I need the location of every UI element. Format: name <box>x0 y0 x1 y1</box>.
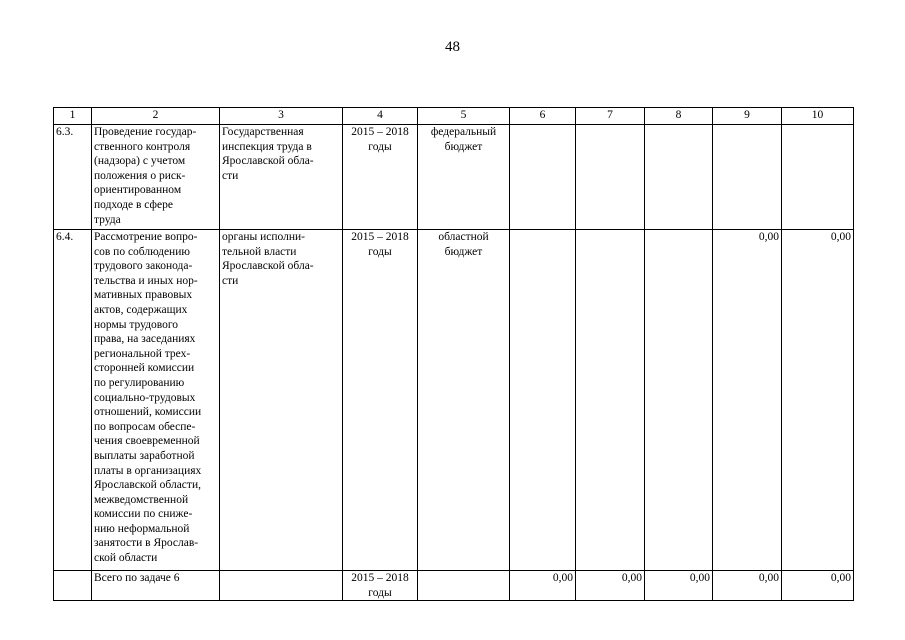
executor: Государственная инспекция труда в Ярославской обла- сти <box>220 125 343 230</box>
row-number: 6.3. <box>54 125 92 230</box>
period: 2015 – 2018 годы <box>343 230 418 571</box>
header-col-9: 9 <box>713 108 782 125</box>
executor <box>220 571 343 601</box>
table-row <box>54 125 854 230</box>
header-col-8: 8 <box>645 108 713 125</box>
header-col-6: 6 <box>510 108 576 125</box>
header-col-7: 7 <box>576 108 645 125</box>
page-number: 48 <box>445 39 460 55</box>
value-col-7 <box>576 230 645 571</box>
value-col-9: 0,00 <box>713 230 782 571</box>
value-col-7 <box>576 125 645 230</box>
value-col-9 <box>713 125 782 230</box>
value-col-8 <box>645 125 713 230</box>
row-number <box>54 571 92 601</box>
measure-name: Проведение государ- ственного контроля (надзора) с учетом положения о риск- ориентированном подходе в сфере труда <box>92 125 220 230</box>
total-label: Всего по задаче 6 <box>92 571 220 601</box>
total-row <box>54 571 854 601</box>
value-col-9: 0,00 <box>713 571 782 601</box>
header-col-3: 3 <box>220 108 343 125</box>
row-number: 6.4. <box>54 230 92 571</box>
period: 2015 – 2018 годы <box>343 125 418 230</box>
funding-source <box>418 571 510 601</box>
funding-source: областной бюджет <box>418 230 510 571</box>
header-row <box>54 108 854 125</box>
header-col-5: 5 <box>418 108 510 125</box>
period: 2015 – 2018 годы <box>343 571 418 601</box>
value-col-7: 0,00 <box>576 571 645 601</box>
value-col-10: 0,00 <box>782 230 854 571</box>
value-col-8 <box>645 230 713 571</box>
header-col-2: 2 <box>92 108 220 125</box>
value-col-8: 0,00 <box>645 571 713 601</box>
measure-name: Рассмотрение вопро- сов по соблюдению трудового законода- тельства и иных нор- мативных правовых актов, содержащих нормы трудового права, на заседаниях региональной трех- сторонней комиссии по регулированию социально-трудовых отношений, комиссии по вопросам обеспе- чения своевременной выплаты заработной платы в организациях Ярославской области, межведомственной комиссии по сниже- нию неформальной занятости в Ярослав- ской области <box>92 230 220 571</box>
table-row <box>54 230 854 571</box>
value-col-6 <box>510 230 576 571</box>
value-col-10: 0,00 <box>782 571 854 601</box>
value-col-6 <box>510 125 576 230</box>
header-col-1: 1 <box>54 108 92 125</box>
funding-source: федеральный бюджет <box>418 125 510 230</box>
executor: органы исполни- тельной власти Ярославской обла- сти <box>220 230 343 571</box>
program-table <box>53 107 854 601</box>
header-col-4: 4 <box>343 108 418 125</box>
header-col-10: 10 <box>782 108 854 125</box>
value-col-6: 0,00 <box>510 571 576 601</box>
value-col-10 <box>782 125 854 230</box>
